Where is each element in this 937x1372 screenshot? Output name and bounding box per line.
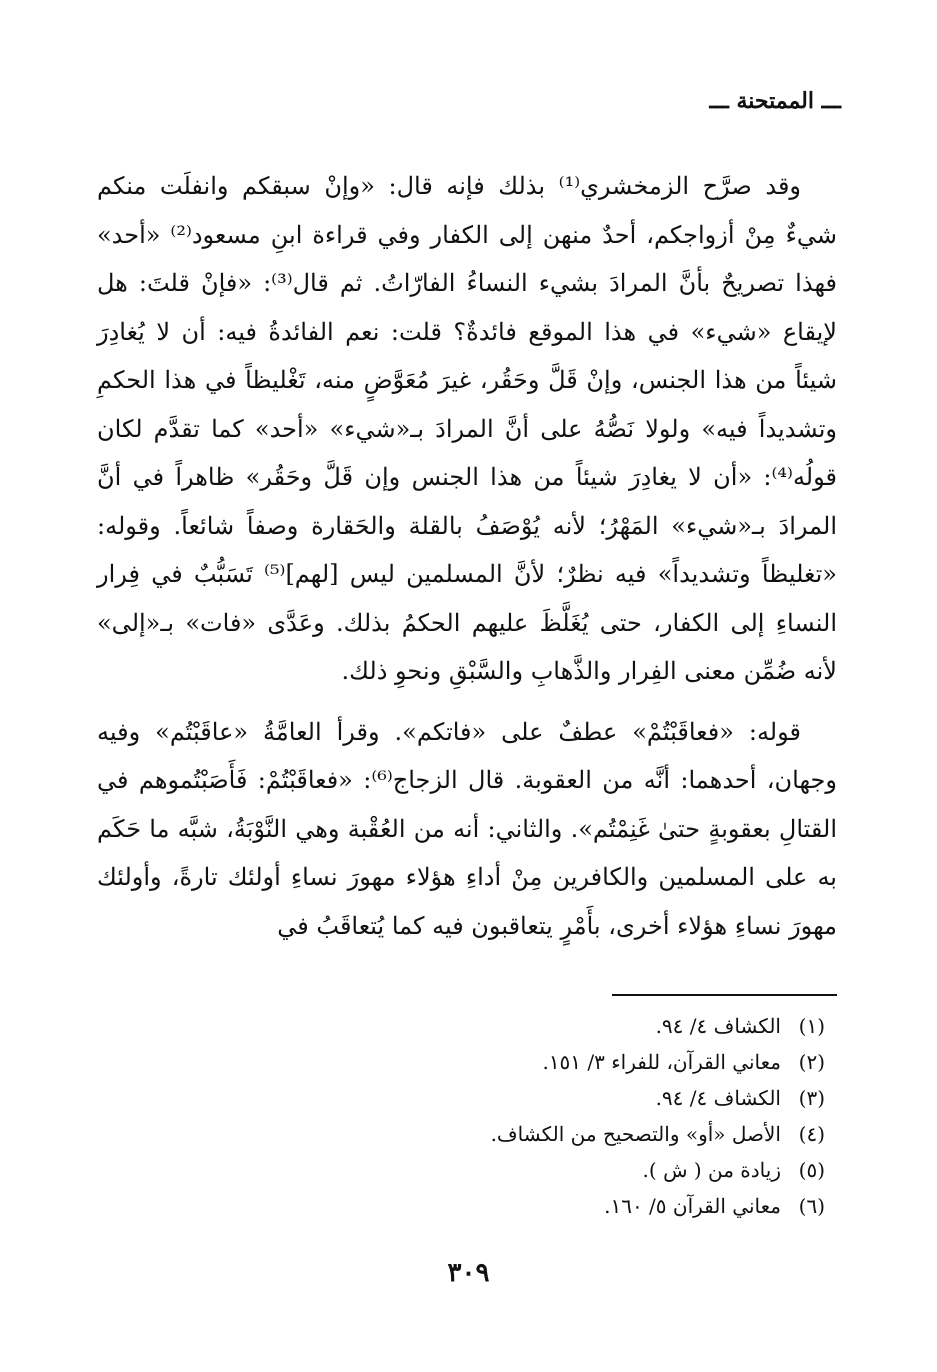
paragraph [97,162,837,696]
footnote [125,1152,825,1188]
footnote [125,1008,825,1044]
footnote-number: (٦) [798,1194,825,1218]
footnote-text: الأصل «أو» والتصحيح من الكشاف. [490,1122,781,1146]
footnote-text: الكشاف ٤/ ٩٤. [655,1086,781,1110]
footnote-number: (٢) [798,1050,825,1074]
paragraph [97,708,837,951]
footnotes [125,1008,825,1224]
footnote [125,1044,825,1080]
footnote-separator [612,994,837,996]
running-header: ـــ الممتحنة ـــ [709,88,841,114]
paragraph-text: قوله: «فعاقَبْتُمْ» عطفٌ على «فاتكم». وقرأ العامَّةُ «عاقَبْتُم» وفيه وجهان، أحدهما: أنَّه من العقوبة. قال الزجاج⁽⁶⁾: «فعاقَبْتُمْ: فَأَصَبْتُموهم في القتالِ بعقوبةٍ حتىٰ غَنِمْتُم». والثاني: أنه من العُقْبة وهي النَّوْبَةُ، شبَّه ما حَكَم به على المسلمين والكافرين مِنْ أداءِ هؤلاء مهورَ نساءِ أولئك تارةً، وأولئك مهورَ نساءِ هؤلاء أخرى، بأَمْرٍ يتعاقبون فيه كما يُتعاقَبُ في [97,717,837,940]
page-number: ٣٠٩ [447,1258,490,1288]
footnote-number: (٤) [798,1122,825,1146]
footnote-text: معاني القرآن ٥/ ١٦٠. [604,1194,781,1218]
main-text [97,162,837,962]
paragraph-text: وقد صرَّح الزمخشري⁽¹⁾ بذلك فإنه قال: «وإنْ سبقكم وانفلَت منكم شيءٌ مِنْ أزواجكم، أحدٌ منهن إلى الكفار وفي قراءة ابنِ مسعود⁽²⁾ «أحد» فهذا تصريحٌ بأنَّ المرادَ بشيء النساءُ الفارّاتُ. ثم قال⁽³⁾: «فإنْ قلتَ: هل لإيقاع «شيء» في هذا الموقع فائدةٌ؟ قلت: نعم الفائدةُ فيه: أن لا يُغادِرَ شيئاً من هذا الجنس، وإنْ قَلَّ وحَقُر، غيرَ مُعَوَّضٍ منه، تَغْليظاً في هذا الحكمِ وتشديداً فيه» ولولا نَصُّهُ على أنَّ المرادَ بـ«شيء» «أحد» كما تقدَّم لكان قولُه⁽⁴⁾: «أن لا يغادِرَ شيئاً من هذا الجنس وإن قَلَّ وحَقُر» ظاهراً في أنَّ المرادَ بـ«شيء» المَهْرُ؛ لأنه يُوْصَفُ بالقلة والحَقارة وصفاً شائعاً. وقوله: «تغليظاً وتشديداً» فيه نظرٌ؛ لأنَّ المسلمين ليس [لهم]⁽⁵⁾ تَسَبُّبٌ في فِرار النساءِ إلى الكفار، حتى يُغَلَّظَ عليهم الحكمُ بذلك. وعَدَّى «فات» بـ«إلى» لأنه ضُمِّن معنى الفِرار والذَّهابِ والسَّبْقِ ونحوِ ذلك. [97,172,838,685]
footnote-number: (١) [798,1014,825,1038]
footnote-text: معاني القرآن، للفراء ٣/ ١٥١. [542,1050,781,1074]
footnote-text: الكشاف ٤/ ٩٤. [655,1014,781,1038]
footnote [125,1116,825,1152]
footnote-number: (٥) [798,1158,825,1182]
footnote [125,1080,825,1116]
footnote-number: (٣) [798,1086,825,1110]
footnote-text: زيادة من ( ش ). [642,1158,781,1182]
footnote [125,1188,825,1224]
